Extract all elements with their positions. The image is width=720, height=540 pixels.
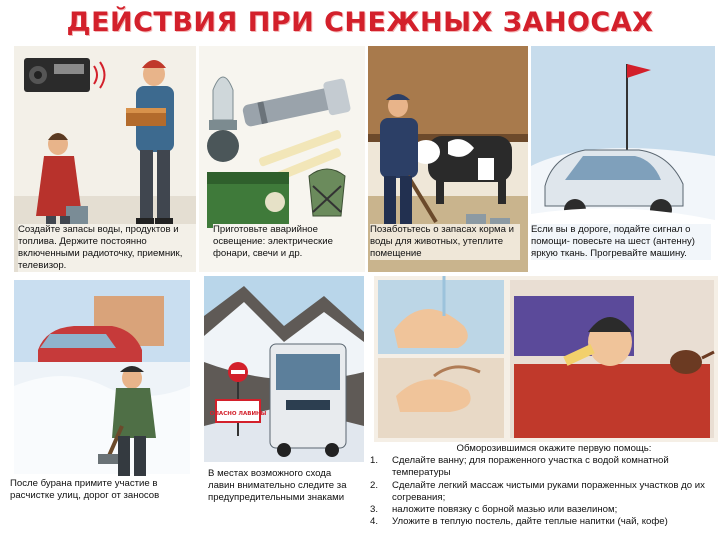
step-text: наложите повязку с борной мазью или вазелином; <box>392 504 618 516</box>
avalanche-sign-text: ОПАСНО ЛАВИНЫ <box>209 411 267 417</box>
first-aid-illustration <box>374 276 718 442</box>
caption-supplies: Создайте запасы воды, продуктов и топлива. Держите постоянно включенными радиоточку, приемник, телевизор. <box>18 224 196 272</box>
first-aid-step <box>370 516 718 528</box>
caption-animals: Позаботьтесь о запасах корма и воды для животных, утеплите помещение <box>370 224 520 260</box>
first-aid-steps-list <box>370 455 718 528</box>
panel-first-aid <box>374 276 718 442</box>
caption-clearing: После бурана примите участие в расчистке улиц, дорог от заносов <box>10 478 160 501</box>
hand-massage-illustration <box>378 358 504 438</box>
avalanche-warning-sign <box>210 400 267 422</box>
bus-icon <box>270 344 346 457</box>
panel-road <box>531 46 715 272</box>
first-aid-step <box>370 455 718 479</box>
caption-avalanche: В местах возможного схода лавин внимательно следите за предупредительными знаками <box>208 468 347 503</box>
step-text: Уложите в теплую постель, дайте теплые напитки (чай, кофе) <box>392 516 668 528</box>
first-aid-step <box>370 480 718 504</box>
first-aid-heading: Обморозившимся окажите первую помощь: <box>456 443 652 454</box>
step-number: 2. <box>370 479 379 491</box>
first-aid-step <box>370 504 718 516</box>
step-number: 3. <box>370 504 379 516</box>
battery-lantern-icon <box>207 172 289 228</box>
step-number: 4. <box>370 516 379 528</box>
poster-title: ДЕЙСТВИЯ ПРИ СНЕЖНЫХ ЗАНОСАХ <box>66 6 654 38</box>
snowbound-car-icon <box>38 326 142 366</box>
step-number: 1. <box>370 455 379 467</box>
first-aid-instructions <box>370 443 718 528</box>
panel-supplies <box>14 46 196 272</box>
panel-clearing <box>4 276 194 538</box>
person-in-bed-illustration <box>510 280 714 438</box>
caption-lighting: Приготовьте аварийное освещение: электрические фонари, свечи и др. <box>213 224 353 260</box>
lamp-icon <box>309 169 345 216</box>
panel-avalanche <box>204 276 364 538</box>
panel-animals <box>368 46 528 272</box>
caption-road: Если вы в дороге, подайте сигнал о помощи- повесьте на шест (антенну) яркую ткань. Прогревайте машину. <box>531 224 711 260</box>
panel-lighting <box>199 46 365 272</box>
step-text: Сделайте легкий массаж чистыми руками пораженных участков до их согревания; <box>392 479 705 503</box>
step-text: Сделайте ванну; для пораженного участка с водой комнатной температуры <box>392 455 669 479</box>
foot-bath-illustration <box>378 276 504 354</box>
